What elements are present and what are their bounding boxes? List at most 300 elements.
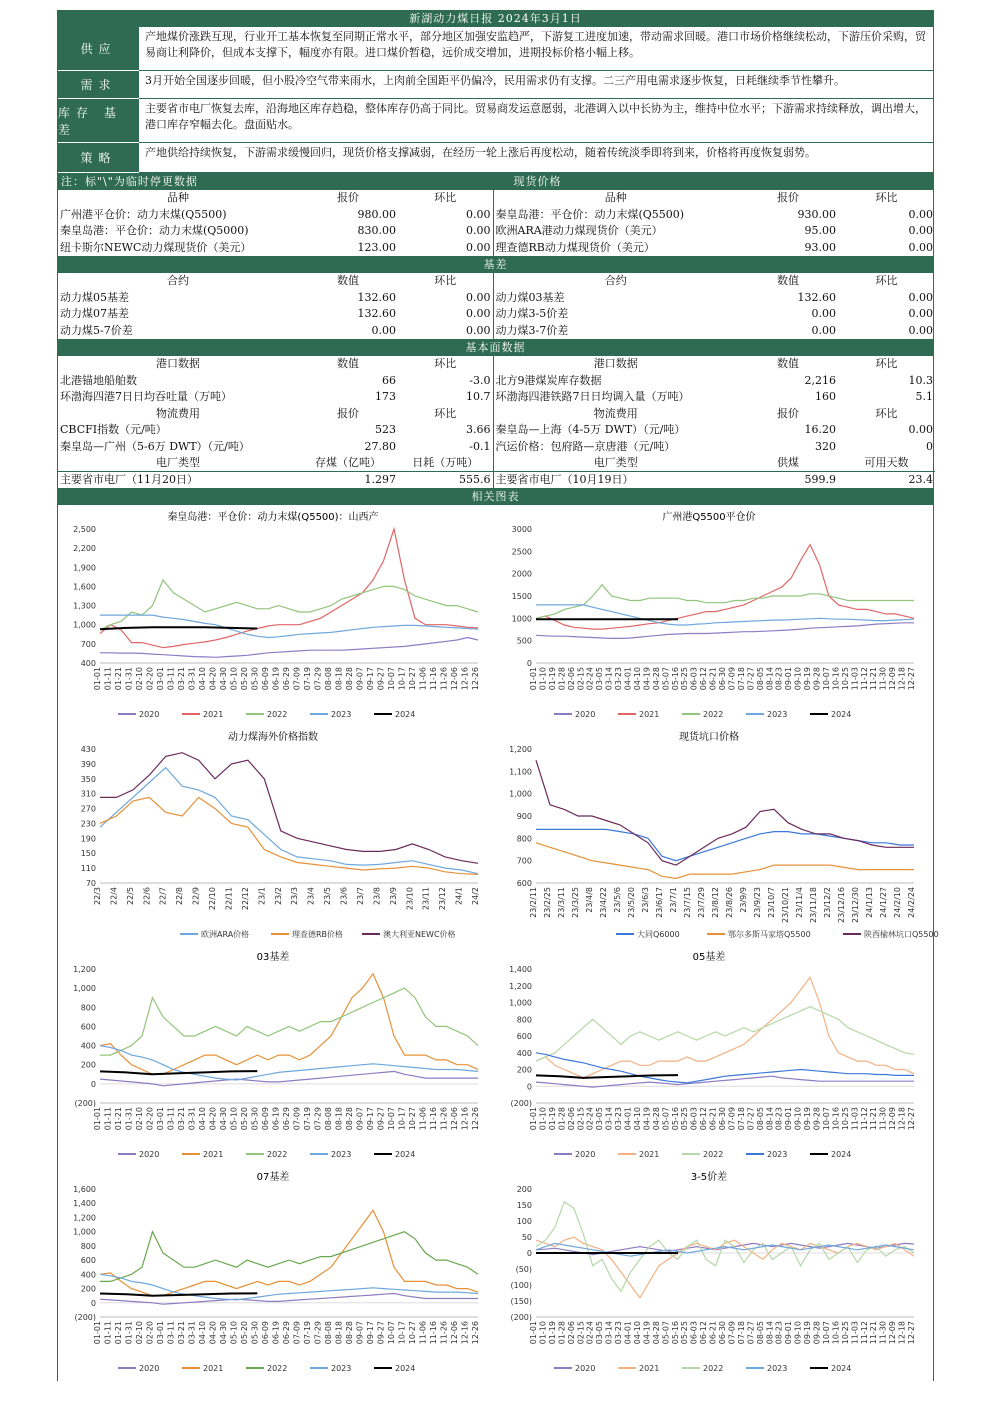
logistics-cell: 3.66 <box>466 423 491 437</box>
x-tick-label: 11-30 <box>878 1107 888 1131</box>
y-tick-label: 1,000 <box>509 789 532 799</box>
legend-label: 2020 <box>575 1150 596 1159</box>
x-tick-label: 04-30 <box>219 1107 228 1131</box>
x-tick-label: 23/3/11 <box>557 887 566 918</box>
spot-cell: 95.00 <box>804 224 836 238</box>
x-tick-label: 23/7/1 <box>669 887 678 913</box>
x-tick-label: 05-07 <box>661 1107 671 1131</box>
logistics-header: 环比 <box>875 406 898 420</box>
x-tick-label: 06-21 <box>708 1321 718 1345</box>
y-tick-label: 800 <box>516 834 532 844</box>
y-tick-label: 400 <box>516 1048 532 1058</box>
x-tick-label: 11-16 <box>429 1107 438 1131</box>
x-tick-label: 07-27 <box>746 1321 756 1345</box>
x-tick-label: 10-07 <box>821 667 831 691</box>
y-tick-label: 2000 <box>511 569 532 579</box>
x-tick-label: 04-19 <box>642 1321 652 1345</box>
x-tick-label: 06-19 <box>271 1321 281 1345</box>
spot-band <box>57 173 934 190</box>
logistics-header-row <box>58 406 935 423</box>
x-tick-label: 05-10 <box>229 1321 239 1345</box>
spot-header: 品种 <box>493 190 738 207</box>
series-line <box>536 545 914 630</box>
legend-label: 2020 <box>575 710 596 719</box>
y-tick-label: 270 <box>80 804 96 814</box>
y-tick-label: 200 <box>516 1185 532 1194</box>
x-tick-label: 08-05 <box>755 1107 765 1131</box>
x-tick-label: 07-18 <box>736 1321 746 1345</box>
chart-svg <box>494 507 924 725</box>
x-tick-label: 05-30 <box>250 1321 260 1345</box>
y-tick-label: 900 <box>516 812 532 821</box>
x-tick-label: 07-19 <box>303 1107 312 1131</box>
x-tick-label: 09-17 <box>366 1107 375 1131</box>
x-tick-label: 02-15 <box>576 667 586 691</box>
logistics-header: 物流费用 <box>493 406 738 423</box>
x-tick-label: 06-30 <box>718 667 727 691</box>
x-tick-label: 06-03 <box>689 1321 699 1345</box>
x-tick-label: 11-26 <box>439 667 449 691</box>
x-tick-label: 03-11 <box>166 1321 176 1345</box>
x-tick-label: 06-03 <box>689 667 699 691</box>
x-tick-label: 02-06 <box>566 667 576 691</box>
x-tick-label: 06-21 <box>708 667 718 691</box>
logistics-cell: 320 <box>815 439 836 453</box>
x-tick-label: 06-12 <box>699 1321 709 1345</box>
logistics-cell: CBCFI指数（元/吨） <box>60 423 167 437</box>
x-tick-label: 02-20 <box>145 1321 155 1345</box>
series-line <box>100 1210 478 1295</box>
x-tick-label: 11-03 <box>850 1321 860 1345</box>
chart-title: 秦皇岛港：平仓价：动力末煤(Q5500)：山西产 <box>167 512 379 523</box>
x-tick-label: 05-07 <box>661 667 671 691</box>
x-tick-label: 12-26 <box>471 667 480 691</box>
x-tick-label: 24/1/13 <box>865 887 874 918</box>
basis-cell: 0.00 <box>811 323 836 337</box>
basis-cell: 132.60 <box>797 290 836 304</box>
summary-label-demand: 需求 <box>58 71 139 99</box>
x-tick-label: 04-20 <box>208 1107 218 1131</box>
logistics-cell: 秦皇岛—上海（4-5万 DWT）（元/吨） <box>493 422 738 439</box>
summary-label-inventory: 库存 基差 <box>58 99 139 143</box>
basis-cell: 0.00 <box>466 307 491 321</box>
chart-title: 广州港Q5500平仓价 <box>662 512 756 523</box>
spot-cell: 123.00 <box>357 240 396 254</box>
x-tick-label: 06-29 <box>282 1107 291 1131</box>
x-tick-label: 09-28 <box>812 667 822 691</box>
x-tick-label: 10-25 <box>840 1321 850 1345</box>
x-tick-label: 04-28 <box>651 1321 661 1345</box>
chart-svg <box>58 947 488 1165</box>
y-tick-label: 150 <box>80 849 96 859</box>
x-tick-label: 08-14 <box>765 1107 775 1131</box>
plant-header: 供煤 <box>738 455 838 472</box>
x-tick-label: 24/1/27 <box>879 887 888 918</box>
summary-section <box>57 27 934 173</box>
table-row <box>58 323 935 340</box>
x-tick-label: 10-17 <box>397 667 407 691</box>
x-tick-label: 01-01 <box>93 1321 102 1345</box>
x-tick-label: 08-18 <box>334 1107 344 1131</box>
x-tick-label: 06-09 <box>261 1107 270 1131</box>
y-tick-label: 0 <box>90 1079 96 1089</box>
port-cell: 66 <box>382 373 396 387</box>
basis-cell: 0.00 <box>371 323 396 337</box>
legend-label: 2020 <box>139 1364 160 1373</box>
basis-header: 合约 <box>493 273 738 290</box>
x-tick-label: 03-01 <box>156 667 165 691</box>
legend-label: 2020 <box>139 710 160 719</box>
x-tick-label: 02-15 <box>576 1321 586 1345</box>
x-tick-label: 04-10 <box>632 667 642 691</box>
x-tick-label: 11-21 <box>869 1321 879 1345</box>
y-tick-label: 230 <box>80 819 96 829</box>
x-tick-label: 09-17 <box>366 1321 375 1345</box>
port-header: 数值 <box>777 357 799 371</box>
series-line <box>536 829 914 860</box>
basis-cell: 动力煤07基差 <box>60 307 129 321</box>
spot-header: 环比 <box>875 191 898 205</box>
x-tick-label: 07-09 <box>727 1321 737 1345</box>
x-tick-label: 23/12/30 <box>851 887 860 923</box>
x-tick-label: 03-11 <box>166 667 176 691</box>
report-title: 新湖动力煤日报 2024年3月1日 <box>57 10 934 27</box>
x-tick-label: 23/10/7 <box>767 887 776 918</box>
legend-label: 2022 <box>267 710 288 719</box>
spot-table <box>57 190 934 256</box>
x-tick-label: 06-29 <box>282 667 291 691</box>
y-tick-label: 200 <box>516 1065 532 1075</box>
spot-cell: 0.00 <box>908 207 933 221</box>
x-tick-label: 09-10 <box>793 1107 803 1131</box>
x-tick-label: 11-26 <box>439 1107 449 1131</box>
x-tick-label: 03-14 <box>604 667 614 691</box>
table-row <box>58 472 935 489</box>
x-tick-label: 05-20 <box>240 667 249 691</box>
x-tick-label: 05-30 <box>250 1107 260 1131</box>
legend-label: 2021 <box>639 710 660 719</box>
x-tick-label: 04-01 <box>623 667 633 691</box>
basis-cell: 0.00 <box>466 323 491 337</box>
legend-label: 2024 <box>395 1364 416 1373</box>
x-tick-label: 06-09 <box>261 667 270 691</box>
x-tick-label: 08-23 <box>774 1107 784 1131</box>
basis-cell: 0.00 <box>908 307 933 321</box>
x-tick-label: 09-27 <box>376 1107 386 1131</box>
y-tick-label: 70 <box>85 879 96 888</box>
chart-svg <box>58 727 488 945</box>
x-tick-label: 03-11 <box>166 1107 176 1131</box>
series-line <box>100 638 478 658</box>
x-tick-label: 23/2 <box>273 887 283 905</box>
plant-cell: 主要省市电厂（10月19日） <box>493 472 738 489</box>
legend-label: 鄂尔多斯马家塔Q5500 <box>728 930 811 939</box>
x-tick-label: 11-30 <box>878 1321 888 1345</box>
x-tick-label: 09-17 <box>366 667 375 691</box>
x-tick-label: 09-10 <box>793 667 803 691</box>
x-tick-label: 23/9 <box>388 887 398 905</box>
x-tick-label: 04-20 <box>208 1321 218 1345</box>
x-tick-label: 07-19 <box>303 1321 312 1345</box>
y-tick-label: 400 <box>80 659 96 668</box>
x-tick-label: 04-30 <box>219 667 228 691</box>
x-tick-label: 09-10 <box>793 1321 803 1345</box>
port-header: 港口数据 <box>493 356 738 373</box>
x-tick-label: 08-28 <box>345 1321 354 1345</box>
x-tick-label: 11-12 <box>859 1107 869 1131</box>
series-line <box>536 760 914 865</box>
port-header-row <box>58 356 935 373</box>
legend-label: 欧洲ARA价格 <box>201 930 250 939</box>
x-tick-label: 09-27 <box>376 667 386 691</box>
plant-cell: 23.4 <box>908 473 933 486</box>
y-tick-label: 2500 <box>511 547 532 557</box>
x-tick-label: 02-24 <box>585 1321 595 1345</box>
fundamentals-band: 基本面数据 <box>57 339 934 356</box>
x-tick-label: 05-25 <box>680 1321 690 1345</box>
legend-label: 2023 <box>767 1150 788 1159</box>
x-tick-label: 08-23 <box>774 1321 784 1345</box>
y-tick-label: (200) <box>510 1313 532 1322</box>
basis-header: 环比 <box>875 274 898 288</box>
x-tick-label: 11-16 <box>429 667 438 691</box>
x-tick-label: 08-08 <box>324 667 333 691</box>
basis-cell: 132.60 <box>357 307 396 321</box>
x-tick-label: 10-16 <box>831 1321 841 1345</box>
x-tick-label: 06-30 <box>718 1107 727 1131</box>
x-tick-label: 01-19 <box>547 667 557 691</box>
basis-header: 数值 <box>777 274 799 288</box>
port-cell: 5.1 <box>915 390 933 404</box>
series-line <box>100 753 478 864</box>
x-tick-label: 01-28 <box>557 1107 567 1131</box>
legend-label: 2021 <box>203 710 224 719</box>
series-line <box>536 977 914 1078</box>
basis-header-row <box>58 273 935 290</box>
y-tick-label: 700 <box>80 639 96 649</box>
x-tick-label: 03-31 <box>187 1321 197 1345</box>
x-tick-label: 07-29 <box>313 667 323 691</box>
y-tick-label: (100) <box>510 1281 532 1290</box>
x-tick-label: 07-09 <box>727 667 737 691</box>
x-tick-label: 08-28 <box>345 667 354 691</box>
x-tick-label: 09-19 <box>803 667 813 691</box>
x-tick-label: 07-18 <box>736 667 746 691</box>
x-tick-label: 09-07 <box>355 1107 365 1131</box>
x-tick-label: 07-09 <box>292 667 302 691</box>
plant-header: 日耗（万吨） <box>398 455 493 472</box>
x-tick-label: 23/7/29 <box>697 887 706 918</box>
y-tick-label: 190 <box>80 834 96 844</box>
y-tick-label: 800 <box>80 1003 96 1013</box>
x-tick-label: 12-26 <box>471 1107 480 1131</box>
x-tick-label: 07-29 <box>313 1321 323 1345</box>
series-line <box>100 974 478 1075</box>
spot-header: 报价 <box>337 191 359 205</box>
port-cell: -3.0 <box>469 373 491 387</box>
x-tick-label: 23/8 <box>372 887 382 905</box>
x-tick-label: 09-28 <box>812 1107 822 1131</box>
legend-label: 2023 <box>331 710 352 719</box>
x-tick-label: 22/7 <box>158 887 168 905</box>
x-tick-label: 06-21 <box>708 1107 718 1131</box>
logistics-cell: -0.1 <box>469 439 491 453</box>
legend-label: 2024 <box>831 1364 852 1373</box>
basis-cell: 0.00 <box>908 290 933 304</box>
x-tick-label: 04-19 <box>642 1107 652 1131</box>
x-tick-label: 10-27 <box>408 1321 417 1345</box>
y-tick-label: 350 <box>80 774 96 784</box>
x-tick-label: 22/5 <box>125 887 135 905</box>
summary-text-strategy: 产地供给持续恢复，下游需求缓慢回归，现货价格支撑减弱，在经历一轮上涨后再度松动，随着传统淡季即将到来，价格将再度恢复弱势。 <box>139 143 934 173</box>
chart-overseas-index <box>58 727 488 945</box>
spot-cell: 830.00 <box>357 224 396 238</box>
spot-cell: 广州港平仓价：动力末煤(Q5500) <box>60 207 227 221</box>
x-tick-label: 12-09 <box>888 667 898 691</box>
port-cell: 北港锚地船舶数 <box>60 373 137 387</box>
spot-cell: 930.00 <box>797 207 836 221</box>
legend-label: 2022 <box>703 710 724 719</box>
series-line <box>100 1232 478 1282</box>
x-tick-label: 23/12/16 <box>837 887 846 923</box>
x-tick-label: 03-31 <box>187 1107 197 1131</box>
series-line <box>100 615 478 637</box>
summary-text-inventory: 主要省市电厂恢复去库，沿海地区库存趋稳，整体库存仍高于同比。贸易商发运意愿弱，北港调入以中长协为主，维持中位水平；下游需求持续释放，调出增大，港口库存窄幅去化。盘面贴水。 <box>139 99 934 143</box>
y-tick-label: 1000 <box>511 614 532 624</box>
basis-cell: 动力煤05基差 <box>60 290 129 304</box>
x-tick-label: 09-01 <box>784 667 794 691</box>
x-tick-label: 04-28 <box>651 1107 661 1131</box>
x-tick-label: 01-01 <box>93 667 102 691</box>
x-tick-label: 12-27 <box>907 1321 916 1345</box>
x-tick-label: 08-14 <box>765 667 775 691</box>
chart-guangzhou-q5500 <box>494 507 924 725</box>
plant-header: 电厂类型 <box>493 455 738 472</box>
legend-label: 2024 <box>395 1150 416 1159</box>
y-tick-label: 1,000 <box>73 1227 96 1237</box>
port-header: 环比 <box>875 357 898 371</box>
spot-header: 报价 <box>777 191 799 205</box>
x-tick-label: 22/11 <box>224 887 234 911</box>
x-tick-label: 23/11 <box>421 887 431 911</box>
x-tick-label: 02-24 <box>585 667 595 691</box>
x-tick-label: 06-12 <box>699 1107 709 1131</box>
x-tick-label: 05-10 <box>229 1107 239 1131</box>
x-tick-label: 23/8/26 <box>725 887 734 918</box>
x-tick-label: 04-10 <box>198 1321 207 1345</box>
x-tick-label: 24/2/24 <box>907 887 916 918</box>
logistics-cell: 523 <box>375 423 396 437</box>
x-tick-label: 12-06 <box>450 667 459 691</box>
x-tick-label: 01-21 <box>114 1107 123 1131</box>
x-tick-label: 23/4/22 <box>599 887 608 918</box>
x-tick-label: 07-09 <box>292 1321 302 1345</box>
x-tick-label: 24/2/10 <box>893 887 902 918</box>
x-tick-label: 23/10/21 <box>781 887 790 923</box>
x-tick-label: 23/12/2 <box>823 887 832 918</box>
x-tick-label: 03-05 <box>595 667 605 691</box>
x-tick-label: 23/2/11 <box>529 887 538 918</box>
fundamentals-table <box>57 356 934 488</box>
x-tick-label: 03-14 <box>604 1107 614 1131</box>
x-tick-label: 01-28 <box>557 1321 567 1345</box>
x-tick-label: 03-05 <box>595 1107 605 1131</box>
chart-title: 动力煤海外价格指数 <box>228 732 318 743</box>
port-cell: 10.3 <box>908 373 933 387</box>
legend-label: 2021 <box>203 1150 224 1159</box>
x-tick-label: 12-26 <box>471 1321 480 1345</box>
x-tick-label: 04-10 <box>632 1321 642 1345</box>
y-tick-label: 800 <box>516 1015 532 1025</box>
x-tick-label: 10-07 <box>387 1321 396 1345</box>
legend-label: 2020 <box>139 1150 160 1159</box>
x-tick-label: 01-01 <box>93 1107 102 1131</box>
table-row <box>58 306 935 323</box>
logistics-cell: 汽运价格：包府路—京唐港（元/吨） <box>493 439 738 456</box>
series-line <box>536 623 914 639</box>
legend-label: 大同Q6000 <box>637 930 680 939</box>
x-tick-label: 08-18 <box>334 667 344 691</box>
chart-svg <box>494 1167 924 1379</box>
x-tick-label: 04-10 <box>198 667 207 691</box>
y-tick-label: 390 <box>80 759 96 769</box>
x-tick-label: 23/7/15 <box>683 887 692 918</box>
basis-cell: 动力煤3-5价差 <box>493 306 738 323</box>
chart-title: 现货坑口价格 <box>679 732 739 743</box>
legend-label: 2020 <box>575 1364 596 1373</box>
spot-cell: 0.00 <box>908 240 933 254</box>
x-tick-label: 01-01 <box>529 1107 538 1131</box>
x-tick-label: 23/7 <box>355 887 365 905</box>
port-header: 环比 <box>434 357 457 371</box>
chart-svg <box>58 507 488 725</box>
x-tick-label: 04-10 <box>198 1107 207 1131</box>
spot-cell: 秦皇岛港：平仓价：动力末煤(Q5500) <box>493 207 738 224</box>
x-tick-label: 07-27 <box>746 667 756 691</box>
legend-label: 2023 <box>767 710 788 719</box>
y-tick-label: (200) <box>510 1099 532 1108</box>
y-tick-label: 100 <box>516 1217 532 1226</box>
table-row <box>58 290 935 307</box>
y-tick-label: 600 <box>80 1022 96 1032</box>
legend-label: 陕西榆林坑口Q5500 <box>864 930 939 939</box>
y-tick-label: (50) <box>515 1265 532 1274</box>
x-tick-label: 08-14 <box>765 1321 775 1345</box>
spot-header: 环比 <box>434 191 457 205</box>
y-tick-label: 50 <box>521 1233 532 1242</box>
x-tick-label: 03-14 <box>604 1321 614 1345</box>
spot-cell: 秦皇岛港：平仓价：动力末煤(Q5000) <box>60 224 249 238</box>
x-tick-label: 11-16 <box>429 1321 438 1345</box>
x-tick-label: 22/4 <box>109 887 119 905</box>
x-tick-label: 12-06 <box>450 1107 459 1131</box>
chart-title: 05基差 <box>692 952 726 963</box>
logistics-header: 环比 <box>434 406 457 420</box>
x-tick-label: 11-03 <box>850 1107 860 1131</box>
x-tick-label: 05-25 <box>680 1107 690 1131</box>
basis-cell: 动力煤5-7价差 <box>60 323 133 337</box>
legend-label: 2022 <box>267 1150 288 1159</box>
basis-cell: 0.00 <box>466 290 491 304</box>
y-tick-label: 1,000 <box>73 984 96 994</box>
y-tick-label: 1,000 <box>509 998 532 1008</box>
x-tick-label: 01-01 <box>529 667 538 691</box>
x-tick-label: 23/5/20 <box>627 887 636 918</box>
y-tick-label: 600 <box>516 879 532 888</box>
x-tick-label: 02-20 <box>145 667 155 691</box>
x-tick-label: 10-17 <box>397 1107 407 1131</box>
legend-label: 2024 <box>395 710 416 719</box>
